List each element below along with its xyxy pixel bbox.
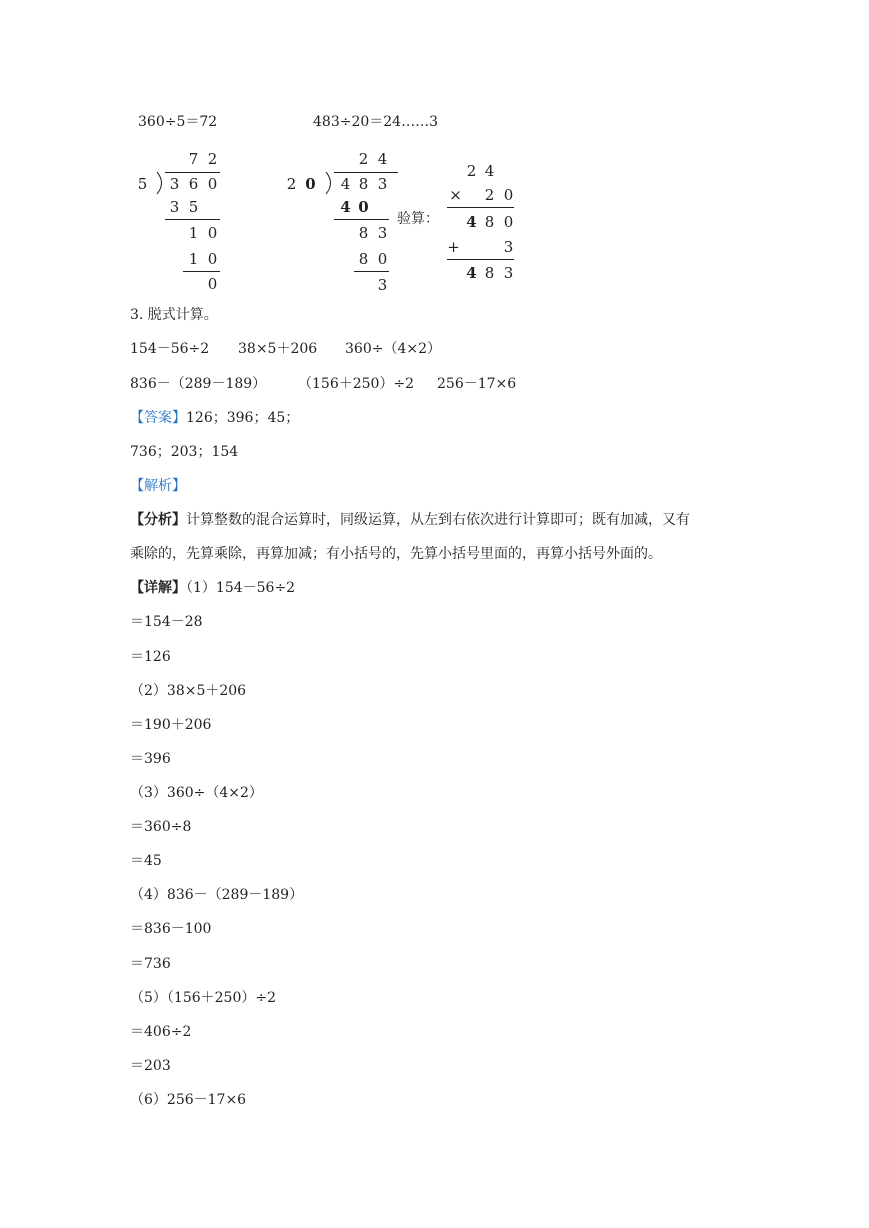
detail-step: ＝406÷2 (130, 1024, 192, 1040)
detail-step: （3）360÷（4×2） (130, 785, 263, 801)
step-digit: 5 (188, 198, 199, 216)
detail-step: （1）154－56÷2 (186, 580, 296, 596)
check-digit: 8 (484, 264, 495, 282)
check-digit: 8 (484, 213, 495, 231)
detail-step: ＝836－100 (130, 921, 212, 937)
check-line (447, 207, 514, 208)
remainder-digit: 0 (207, 275, 218, 293)
answer-line-1 (130, 411, 299, 425)
expression: 360÷（4×2） (345, 341, 441, 357)
quotient-digit: 2 (207, 150, 218, 168)
quotient-digit: 7 (188, 150, 199, 168)
detail-step: （5）（156＋250）÷2 (130, 990, 276, 1006)
dividend-digit: 3 (377, 175, 388, 193)
division-bar (334, 172, 398, 173)
divisor-digit: 2 (286, 175, 297, 193)
fenxi-text: 计算整数的混合运算时，同级运算，从左到右依次进行计算即可；既有加减，又有 (186, 512, 690, 528)
detail-step: ＝203 (130, 1058, 171, 1074)
check-digit: 2 (484, 186, 495, 204)
step-digit: 0 (207, 224, 218, 242)
division-bracket (324, 171, 338, 195)
analysis-text-line-2: 乘除的，先算乘除，再算加减；有小括号的，先算小括号里面的，再算小括号外面的。 (130, 546, 662, 562)
detail-label: 【详解】 (130, 580, 186, 596)
step-digit: 1 (188, 250, 199, 268)
expression: 256－17×6 (437, 376, 517, 392)
check-digit: 4 (466, 213, 477, 231)
detail-step: ＝45 (130, 853, 162, 869)
check-digit: 3 (503, 238, 514, 256)
check-digit: 0 (503, 213, 514, 231)
plus-sign: + (447, 238, 460, 256)
detail-step: ＝154－28 (130, 614, 203, 630)
detail-step: （2）38×5＋206 (130, 683, 247, 699)
dividend-digit: 6 (188, 175, 199, 193)
step-line (334, 219, 389, 220)
detail-step: ＝396 (130, 751, 171, 767)
dividend-digit: 0 (207, 175, 218, 193)
check-digit: 4 (484, 162, 495, 180)
step-digit: 8 (358, 250, 369, 268)
check-digit: 4 (466, 264, 477, 282)
step-line (183, 271, 220, 272)
expression: 154－56÷2 (130, 341, 210, 357)
expression: 836－（289－189） (130, 376, 267, 392)
detail-step: ＝736 (130, 956, 171, 972)
answer-values: 126；396；45； (186, 410, 300, 426)
detail-step: ＝126 (130, 649, 171, 665)
step-digit: 0 (377, 250, 388, 268)
division-bar (165, 172, 220, 173)
step-digit: 0 (358, 198, 369, 216)
check-digit: 0 (503, 186, 514, 204)
expression: （156＋250）÷2 (298, 376, 415, 392)
fenxi-label: 【分析】 (130, 512, 186, 528)
step-digit: 3 (169, 198, 180, 216)
times-sign: × (449, 186, 462, 204)
check-label: 验算： (397, 211, 439, 227)
analysis-label: 【解析】 (130, 478, 186, 494)
detail-step: （4）836－（289－189） (130, 887, 304, 903)
remainder-digit: 3 (377, 276, 388, 294)
step-digit: 8 (358, 224, 369, 242)
check-digit: 3 (503, 264, 514, 282)
dividend-digit: 4 (340, 175, 351, 193)
step-digit: 0 (207, 250, 218, 268)
quotient-digit: 4 (377, 150, 388, 168)
check-digit: 2 (466, 162, 477, 180)
check-line (447, 259, 514, 260)
division-1-equation: 360÷5＝72 (138, 114, 218, 130)
detail-line (130, 581, 295, 595)
question-title: 3. 脱式计算。 (130, 307, 218, 323)
answer-line-2: 736；203；154 (130, 444, 239, 460)
step-digit: 3 (377, 224, 388, 242)
expression: 38×5＋206 (238, 341, 318, 357)
detail-step: （6）256－17×6 (130, 1092, 247, 1108)
detail-step: ＝190＋206 (130, 717, 212, 733)
step-digit: 1 (188, 224, 199, 242)
quotient-digit: 2 (358, 150, 369, 168)
answer-label: 【答案】 (130, 410, 186, 426)
division-bracket (155, 171, 169, 195)
division-2-equation: 483÷20＝24……3 (313, 114, 438, 130)
step-line (354, 271, 389, 272)
divisor-digit: 0 (305, 175, 316, 193)
detail-step: ＝360÷8 (130, 819, 192, 835)
dividend-digit: 8 (358, 175, 369, 193)
analysis-text-line-1 (130, 513, 690, 527)
step-line (165, 219, 220, 220)
step-digit: 4 (340, 198, 351, 216)
dividend-digit: 3 (169, 175, 180, 193)
divisor-digit: 5 (137, 175, 148, 193)
